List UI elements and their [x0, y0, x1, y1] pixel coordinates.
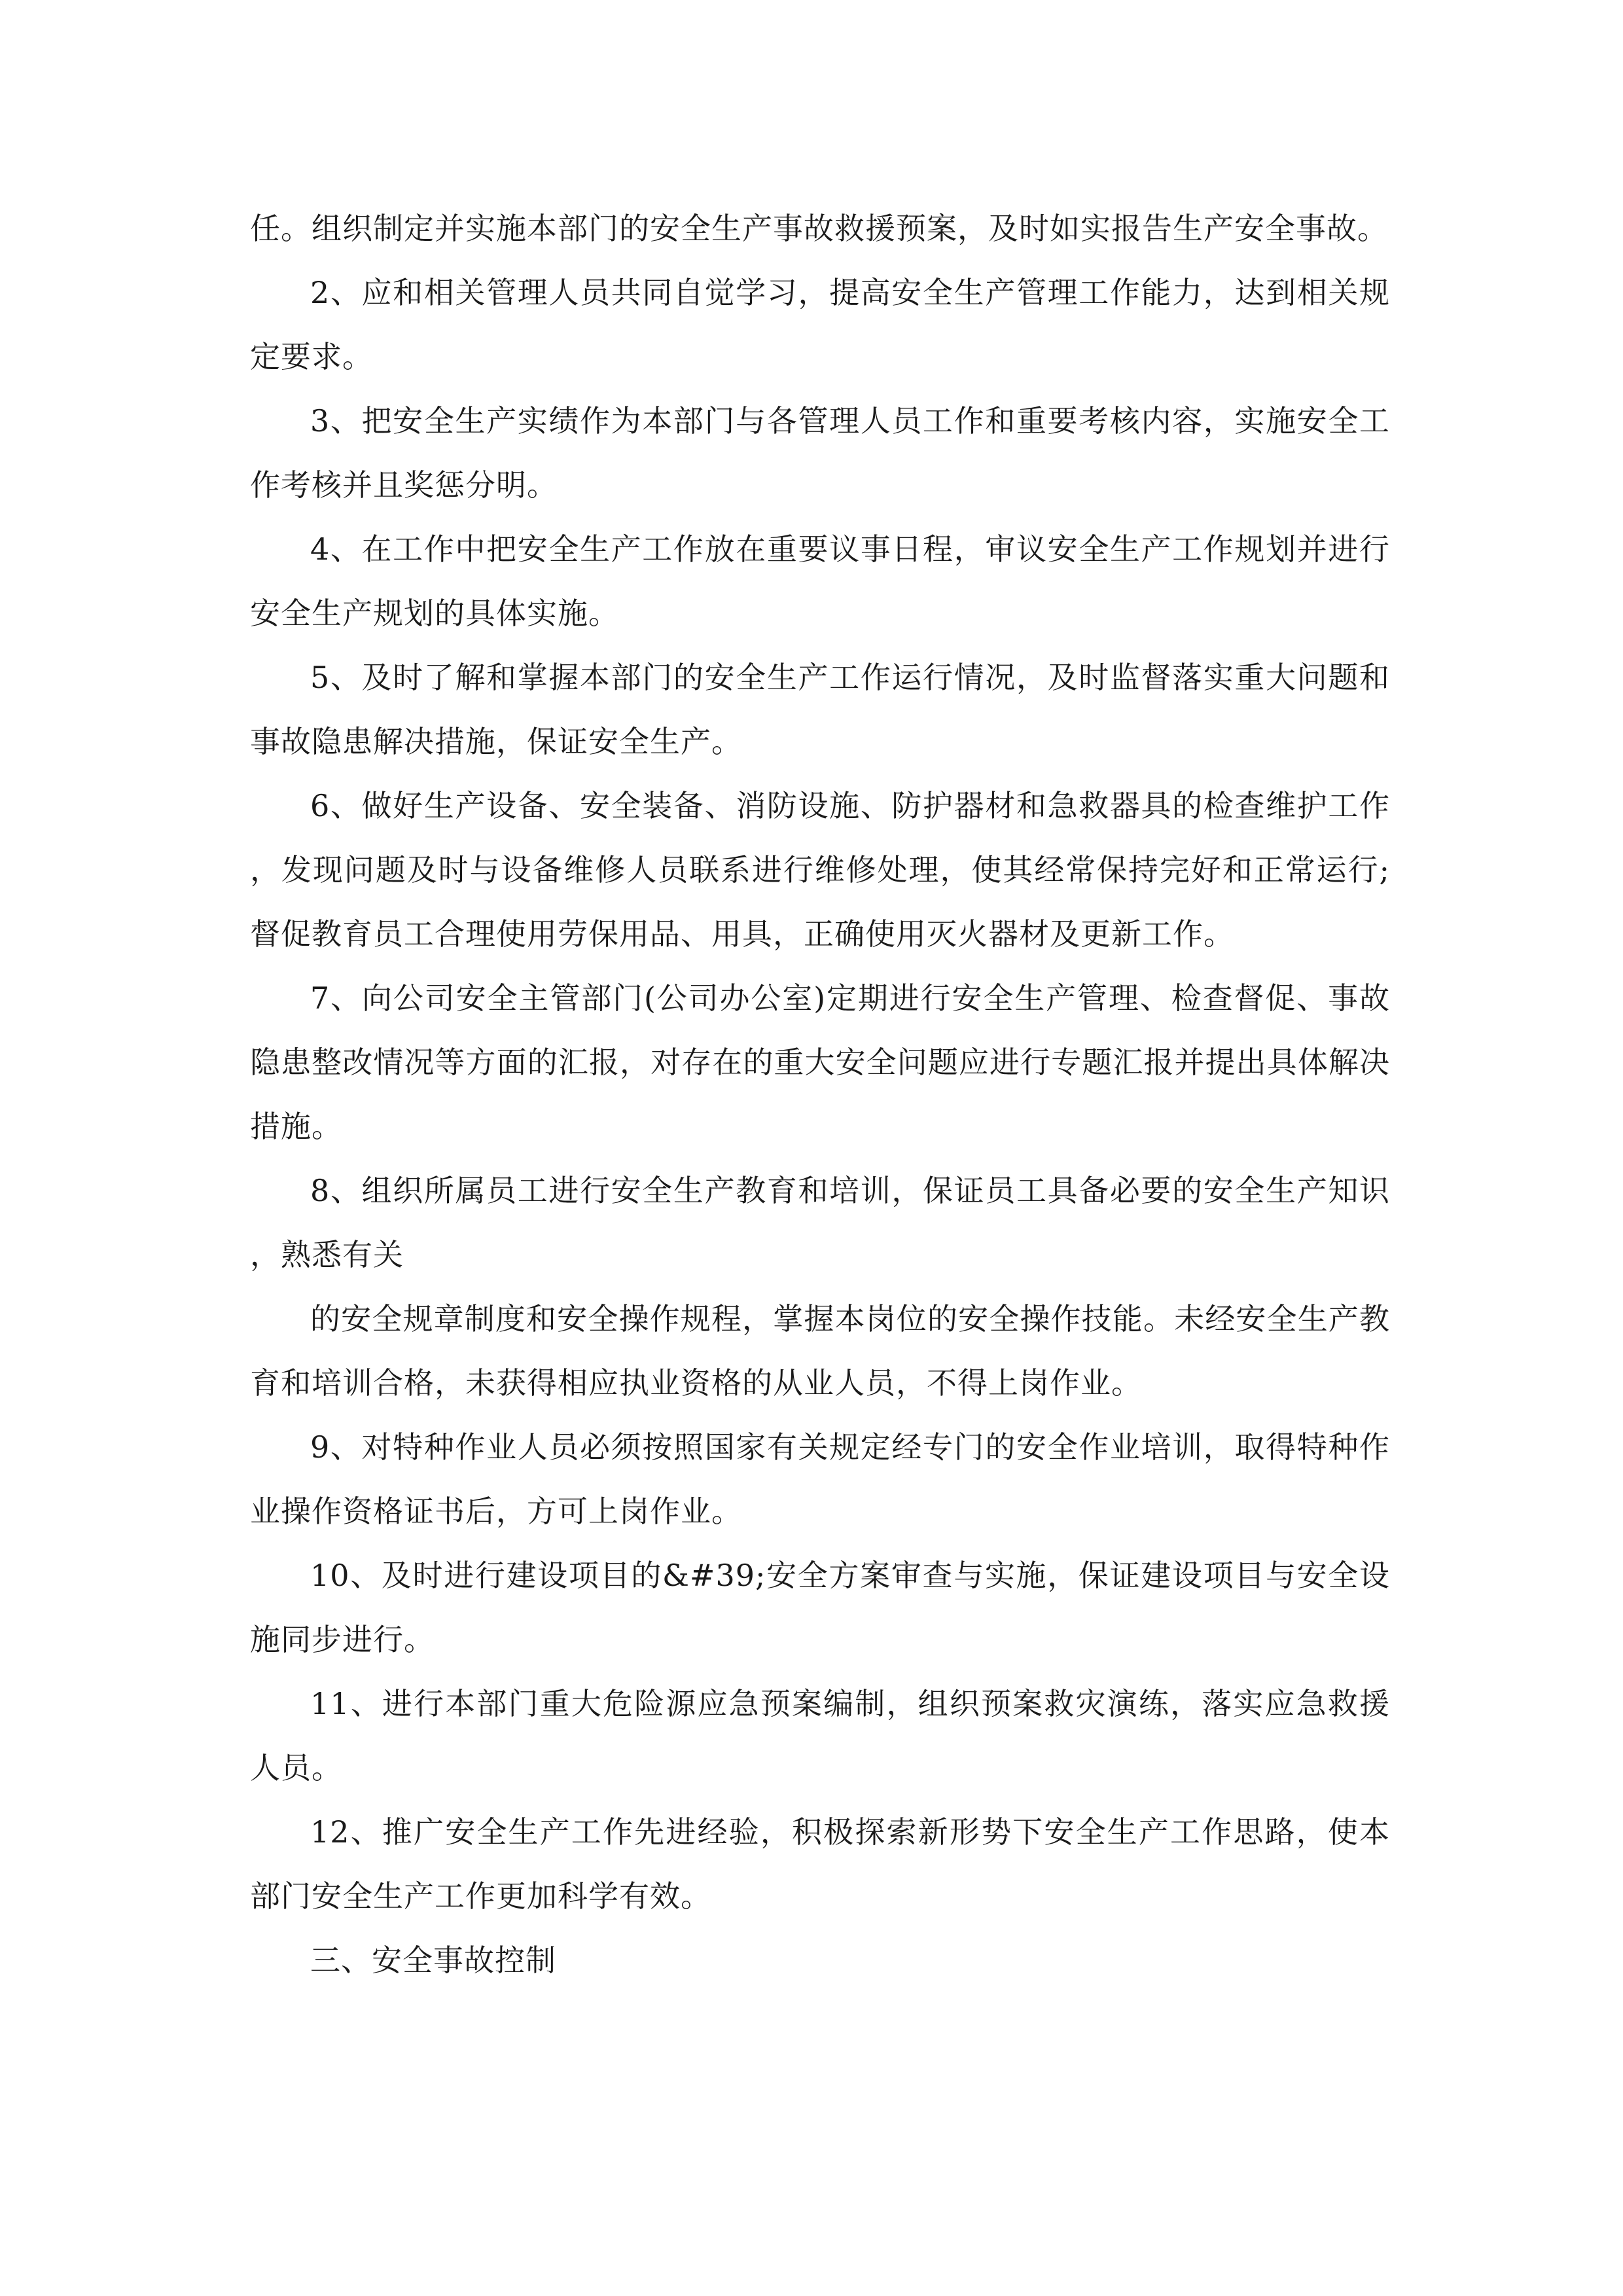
paragraph-item-12: 12、推广安全生产工作先进经验，积极探索新形势下安全生产工作思路，使本部门安全生产工作更加科学有效。	[250, 1814, 1390, 1914]
paragraph-item-5: 5、及时了解和掌握本部门的安全生产工作运行情况，及时监督落实重大问题和事故隐患解决措施，保证安全生产。	[250, 660, 1390, 759]
paragraph-item-4: 4、在工作中把安全生产工作放在重要议事日程，审议安全生产工作规划并进行安全生产规划的具体实施。	[250, 531, 1390, 631]
paragraph-item-11: 11、进行本部门重大危险源应急预案编制，组织预案救灾演练，落实应急救援人员。	[250, 1686, 1390, 1785]
paragraph-item-10: 10、及时进行建设项目的&#39;安全方案审查与实施，保证建设项目与安全设施同步进行。	[250, 1558, 1390, 1657]
document-body	[250, 196, 1390, 1992]
paragraph-item-2: 2、应和相关管理人员共同自觉学习，提高安全生产管理工作能力，达到相关规定要求。	[250, 275, 1390, 374]
paragraph-item-9: 9、对特种作业人员必须按照国家有关规定经专门的安全作业培训，取得特种作业操作资格证书后，方可上岗作业。	[250, 1429, 1390, 1529]
paragraph-item-6: 6、做好生产设备、安全装备、消防设施、防护器材和急救器具的检查维护工作，发现问题及时与设备维修人员联系进行维修处理，使其经常保持完好和正常运行;督促教育员工合理使用劳保用品、用具，正确使用灭火器材及更新工作。	[250, 788, 1390, 952]
section-heading: 三、安全事故控制	[310, 1943, 556, 1978]
paragraph-continuation: 任。组织制定并实施本部门的安全生产事故救援预案，及时如实报告生产安全事故。	[250, 211, 1388, 246]
paragraph-item-7: 7、向公司安全主管部门(公司办公室)定期进行安全生产管理、检查督促、事故隐患整改情况等方面的汇报，对存在的重大安全问题应进行专题汇报并提出具体解决措施。	[250, 980, 1390, 1144]
paragraph-item-8: 8、组织所属员工进行安全生产教育和培训，保证员工具备必要的安全生产知识，熟悉有关	[250, 1173, 1390, 1272]
paragraph-item-8-continued: 的安全规章制度和安全操作规程，掌握本岗位的安全操作技能。未经安全生产教育和培训合格，未获得相应执业资格的从业人员，不得上岗作业。	[250, 1301, 1390, 1401]
paragraph-item-3: 3、把安全生产实绩作为本部门与各管理人员工作和重要考核内容，实施安全工作考核并且奖惩分明。	[250, 403, 1390, 503]
